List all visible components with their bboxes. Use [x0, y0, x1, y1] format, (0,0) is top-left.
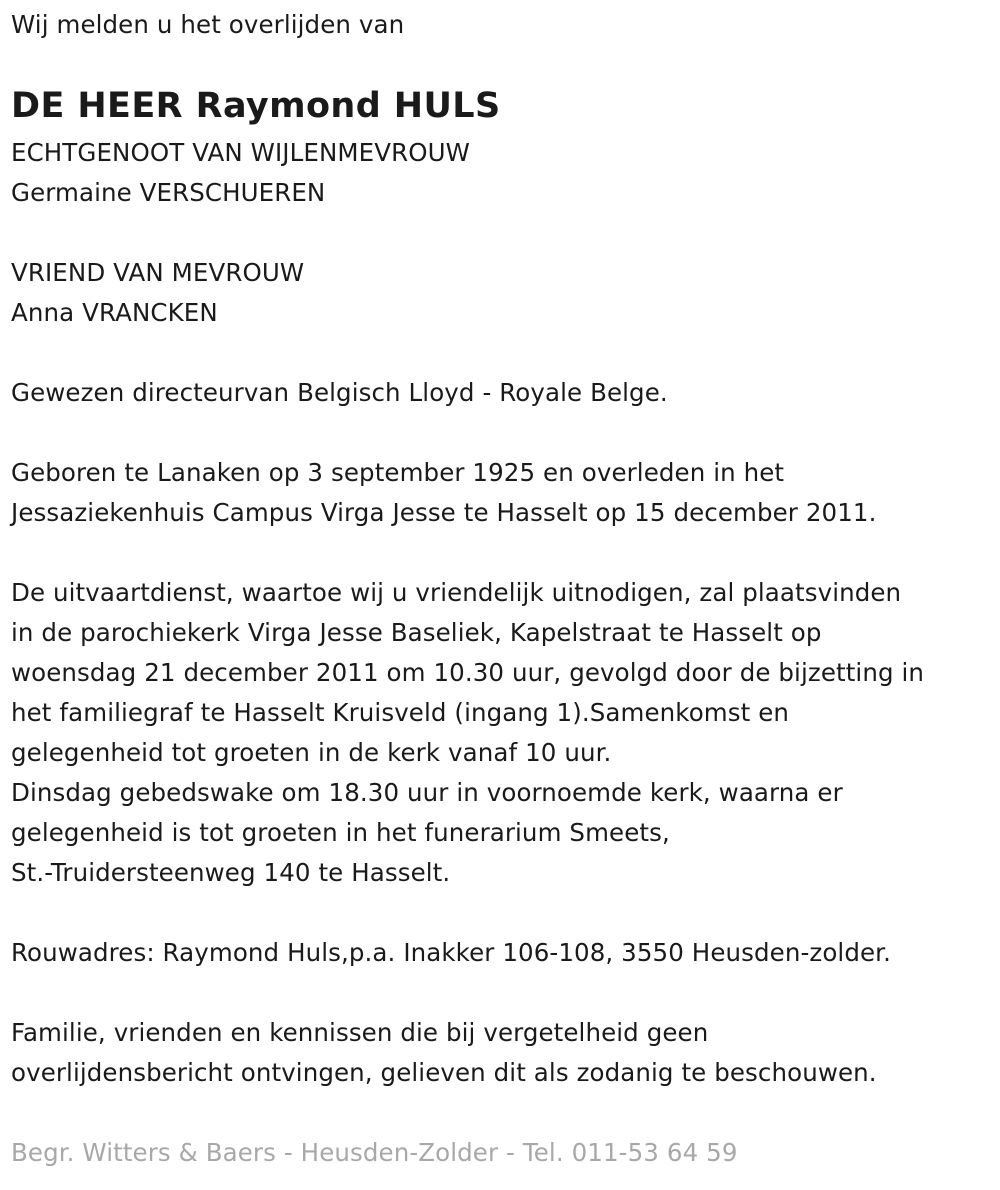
friend-name: Anna VRANCKEN [11, 298, 218, 327]
service-line: woensdag 21 december 2011 om 10.30 uur, gevolgd door de bijzetting in [11, 658, 925, 687]
intro-text: Wij melden u het overlijden van [11, 10, 405, 39]
notice-line: overlijdensbericht ontvingen, gelieven dit als zodanig te beschouwen. [11, 1058, 877, 1087]
service-line: gelegenheid is tot groeten in het funerarium Smeets, [11, 818, 670, 847]
mourning-address: Rouwadres: Raymond Huls,p.a. Inakker 106-108, 3550 Heusden-zolder. [11, 938, 891, 967]
spouse-label: ECHTGENOOT VAN WIJLENMEVROUW [11, 138, 470, 167]
service-line: het familiegraf te Hasselt Kruisveld (ingang 1).Samenkomst en [11, 698, 790, 727]
friend-label: VRIEND VAN MEVROUW [11, 258, 305, 287]
deceased-name: DE HEER Raymond HULS [11, 86, 501, 126]
birth-death-line: Geboren te Lanaken op 3 september 1925 en overleden in het [11, 458, 785, 487]
notice-line: Familie, vrienden en kennissen die bij vergetelheid geen [11, 1018, 709, 1047]
service-line: De uitvaartdienst, waartoe wij u vriendelijk uitnodigen, zal plaatsvinden [11, 578, 902, 607]
birth-death-line: Jessaziekenhuis Campus Virga Jesse te Hasselt op 15 december 2011. [11, 498, 877, 527]
service-line: St.-Truidersteenweg 140 te Hasselt. [11, 858, 451, 887]
funeral-home-footer: Begr. Witters & Baers - Heusden-Zolder - Tel. 011-53 64 59 [11, 1138, 738, 1167]
service-line: in de parochiekerk Virga Jesse Baseliek, Kapelstraat te Hasselt op [11, 618, 822, 647]
service-line: Dinsdag gebedswake om 18.30 uur in voornoemde kerk, waarna er [11, 778, 843, 807]
spouse-name: Germaine VERSCHUEREN [11, 178, 326, 207]
service-line: gelegenheid tot groeten in de kerk vanaf 10 uur. [11, 738, 612, 767]
career-text: Gewezen directeurvan Belgisch Lloyd - Royale Belge. [11, 378, 668, 407]
